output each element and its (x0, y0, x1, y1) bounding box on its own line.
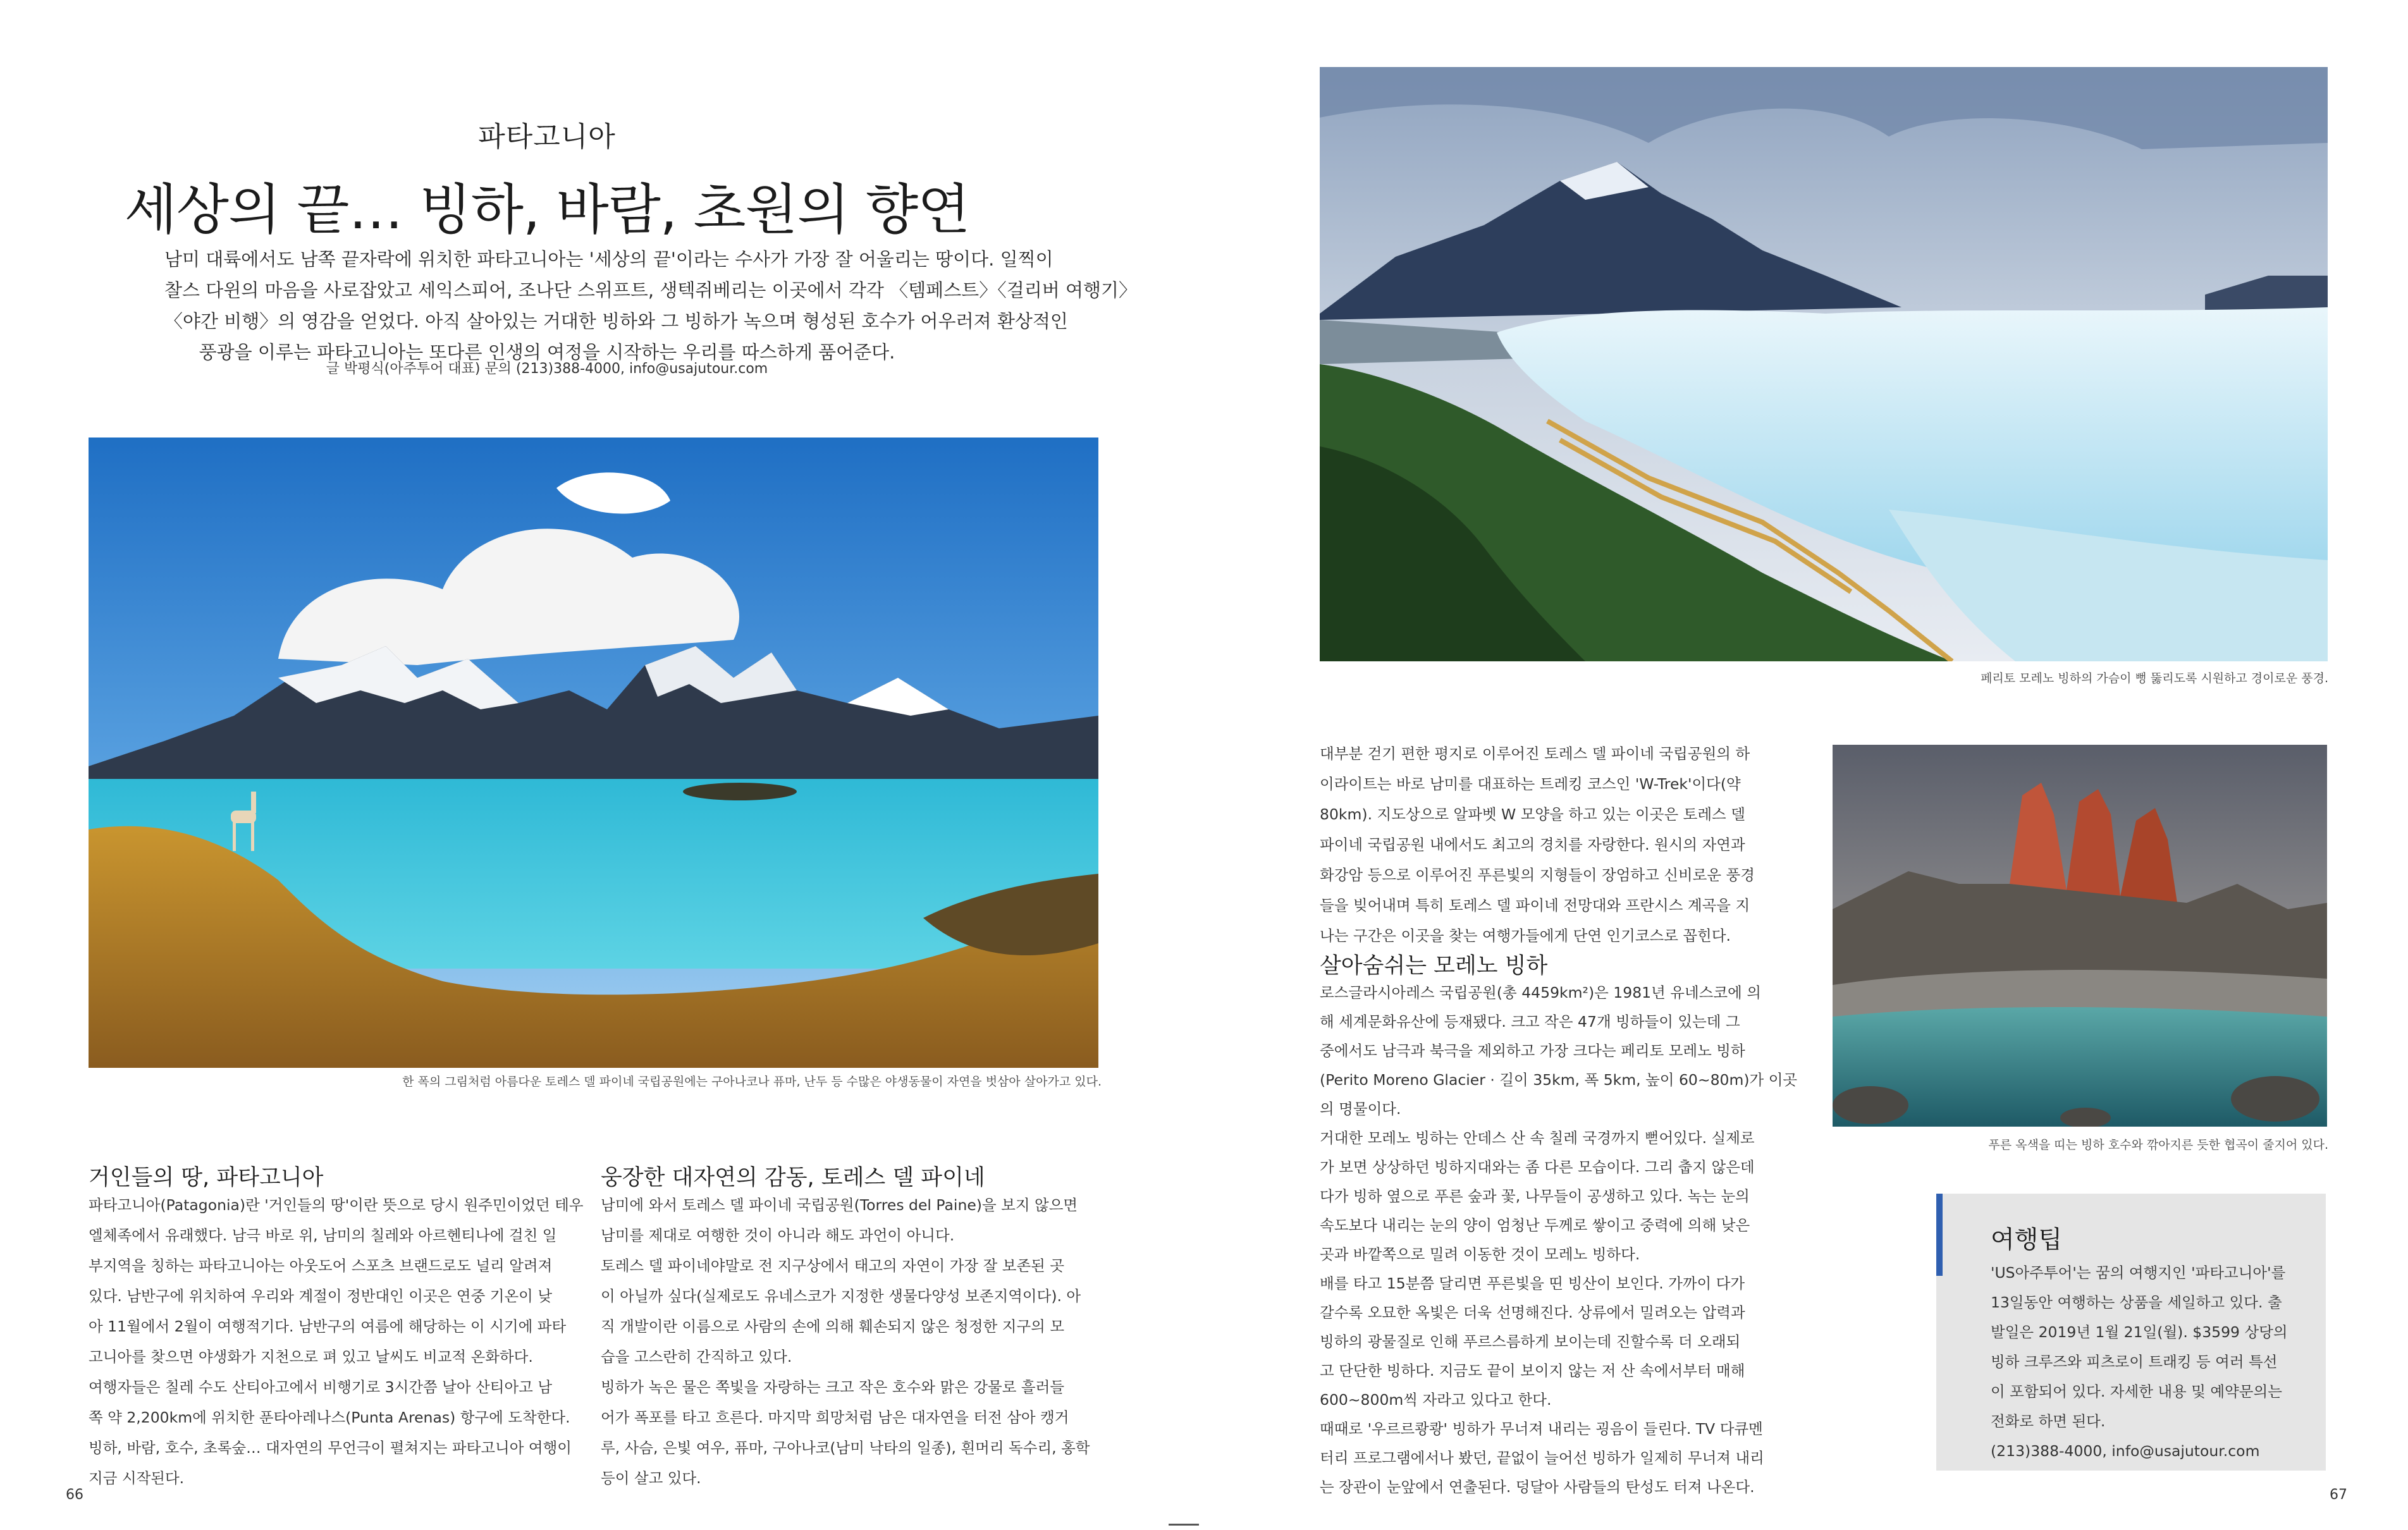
body-line: 빙하가 녹은 물은 쪽빛을 자랑하는 크고 작은 호수와 맑은 강물로 흘러들 (601, 1378, 1065, 1396)
body-line: 루, 사슴, 은빛 여우, 퓨마, 구아나코(남미 낙타의 일종), 흰머리 독수리, 홍학 (601, 1439, 1090, 1457)
lede-line: 남미 대륙에서도 남쪽 끝자락에 위치한 파타고니아는 '세상의 끝'이라는 수사가 가장 잘 어울리는 땅이다. 일찍이 (164, 248, 1054, 270)
body-line: (Perito Moreno Glacier · 길이 35km, 폭 5km, 높이 60~80m)가 이곳 (1320, 1071, 1798, 1089)
body-line: 는 장관이 눈앞에서 연출된다. 덩달아 사람들의 탄성도 터져 나온다. (1320, 1478, 1755, 1496)
gutter-mark (1169, 1524, 1199, 1526)
article-headline: 세상의 끝… 빙하, 바람, 초원의 향연 (124, 178, 970, 242)
body-line: 곳과 바깥쪽으로 밀려 이동한 것이 모레노 빙하다. (1320, 1245, 1640, 1263)
body-line: 대부분 걷기 편한 평지로 이루어진 토레스 델 파이네 국립공원의 하 (1320, 745, 1750, 762)
body-line: 이라이트는 바로 남미를 대표하는 트레킹 코스인 'W-Trek'이다(약 (1320, 775, 1741, 793)
body-line: 토레스 델 파이네야말로 전 지구상에서 태고의 자연이 가장 잘 보존된 곳 (601, 1257, 1065, 1275)
body-line: 의 명물이다. (1320, 1100, 1401, 1118)
travel-tip-body (1991, 1258, 2288, 1466)
body-line: 터리 프로그램에서나 봤던, 끝없이 늘어선 빙하가 일제히 무너져 내리 (1320, 1449, 1764, 1467)
body-line: 고니아를 찾으면 야생화가 지천으로 펴 있고 날씨도 비교적 온화하다. (89, 1348, 533, 1366)
body-line: 직 개발이란 이름으로 사람의 손에 의해 훼손되지 않은 청정한 지구의 모 (601, 1318, 1065, 1335)
body-line: 빙하, 바람, 호수, 초록숲… 대자연의 무언극이 펼쳐지는 파타고니아 여행이 (89, 1439, 572, 1457)
glacier-photo-caption: 페리토 모레노 빙하의 가슴이 뻥 뚫리도록 시원하고 경이로운 풍경. (1981, 671, 2328, 685)
body-line: 남미에 와서 토레스 델 파이네 국립공원(Torres del Paine)을 보지 않으면 (601, 1196, 1078, 1214)
body-line: 부지역을 칭하는 파타고니아는 아웃도어 스포츠 브랜드로도 널리 알려져 (89, 1257, 553, 1275)
tip-line: (213)388-4000, info@usajutour.com (1991, 1442, 2260, 1460)
page-number-left: 66 (66, 1487, 83, 1503)
body-line: 다가 빙하 옆으로 푸른 숲과 꽃, 나무들이 공생하고 있다. 녹는 눈의 (1320, 1187, 1750, 1205)
body-line: 이 아닐까 싶다(실제로도 유네스코가 지정한 생물다양성 보존지역이다). 아 (601, 1287, 1081, 1305)
section-body-moreno (1320, 978, 1813, 1502)
byline: 글 박평식(아주투어 대표) 문의 (213)388-4000, info@usajutour.com (326, 361, 768, 377)
body-line: 여행자들은 칠레 수도 산티아고에서 비행기로 3시간쯤 날아 산티아고 남 (89, 1378, 553, 1396)
body-line: 남미를 제대로 여행한 것이 아니라 해도 과언이 아니다. (601, 1227, 955, 1244)
body-line: 나는 구간은 이곳을 찾는 여행가들에게 단연 인기코스로 꼽힌다. (1320, 927, 1731, 945)
body-line: 빙하의 광물질로 인해 푸르스름하게 보이는데 진할수록 더 오래되 (1320, 1333, 1741, 1350)
body-line: 어가 폭포를 타고 흐른다. 마지막 희망처럼 남은 대자연을 터전 삼아 캥거 (601, 1409, 1069, 1426)
lede-line: 〈야간 비행〉의 영감을 얻었다. 아직 살아있는 거대한 빙하와 그 빙하가 녹으며 형성된 호수가 어우러져 환상적인 (164, 310, 1068, 332)
article-kicker: 파타고니아 (478, 121, 616, 153)
lede-line: 풍광을 이루는 파타고니아는 또다른 인생의 여정을 시작하는 우리를 따스하게 품어준다. (199, 341, 895, 363)
torres-del-paine-lake-photo (89, 438, 1098, 1068)
body-line: 배를 타고 15분쯤 달리면 푸른빛을 띤 빙산이 보인다. 가까이 다가 (1320, 1275, 1745, 1292)
section-body-torres (601, 1190, 1094, 1493)
body-line: 파이네 국립공원 내에서도 최고의 경치를 자랑한다. 원시의 자연과 (1320, 836, 1745, 854)
body-line: 들을 빚어내며 특히 토레스 델 파이네 전망대와 프란시스 계곡을 지 (1320, 897, 1750, 914)
body-line: 등이 살고 있다. (601, 1469, 701, 1487)
page-number-right: 67 (2330, 1487, 2347, 1503)
body-line: 600~800m씩 자라고 있다고 한다. (1320, 1391, 1552, 1409)
body-line: 갈수록 오묘한 옥빛은 더욱 선명해진다. 상류에서 밀려오는 압력과 (1320, 1304, 1745, 1321)
left-photo-caption: 한 폭의 그림처럼 아름다운 토레스 델 파이네 국립공원에는 구아나코나 퓨마, 난두 등 수많은 야생동물이 자연을 벗삼아 살아가고 있다. (402, 1075, 1102, 1089)
section-title-moreno: 살아숨쉬는 모레노 빙하 (1320, 953, 1548, 979)
body-line: 쪽 약 2,200km에 위치한 푼타아레나스(Punta Arenas) 항구에 도착한다. (89, 1409, 570, 1426)
body-line: 아 11월에서 2월이 여행적기다. 남반구의 여름에 해당하는 이 시기에 파타 (89, 1318, 567, 1335)
body-line: 지금 시작된다. (89, 1469, 185, 1487)
towers-photo-caption: 푸른 옥색을 띠는 빙하 호수와 깎아지른 듯한 협곡이 줄지어 있다. (1988, 1138, 2328, 1152)
body-line: 고 단단한 빙하다. 지금도 끝이 보이지 않는 저 산 속에서부터 매해 (1320, 1362, 1745, 1380)
body-line: 해 세계문화유산에 등재됐다. 크고 작은 47개 빙하들이 있는데 그 (1320, 1013, 1740, 1031)
tip-line: 이 포함되어 있다. 자세한 내용 및 예약문의는 (1991, 1383, 2282, 1400)
travel-tip-accent-bar (1936, 1194, 1943, 1276)
section-body-wtrek (1320, 738, 1813, 951)
torres-towers-lake-photo (1833, 745, 2327, 1127)
tip-line: 전화로 하면 된다. (1991, 1412, 2106, 1430)
body-line: 중에서도 남극과 북극을 제외하고 가장 크다는 페리토 모레노 빙하 (1320, 1042, 1745, 1060)
section-body-giants (89, 1190, 584, 1493)
tip-line: 발일은 2019년 1월 21일(월). $3599 상당의 (1991, 1323, 2288, 1341)
travel-tip-title: 여행팁 (1991, 1226, 2063, 1254)
section-title-torres: 웅장한 대자연의 감동, 토레스 델 파이네 (601, 1165, 985, 1190)
article-lede (164, 244, 1137, 368)
tip-line: 13일동안 여행하는 상품을 세일하고 있다. 출 (1991, 1294, 2282, 1311)
body-line: 80km). 지도상으로 알파벳 W 모양을 하고 있는 이곳은 토레스 델 (1320, 805, 1745, 823)
body-line: 있다. 남반구에 위치하여 우리와 계절이 정반대인 이곳은 연중 기온이 낮 (89, 1287, 553, 1305)
body-line: 파타고니아(Patagonia)란 '거인들의 땅'이란 뜻으로 당시 원주민이었던 테우 (89, 1196, 584, 1214)
body-line: 때때로 '우르르쾅쾅' 빙하가 무너져 내리는 굉음이 들린다. TV 다큐멘 (1320, 1420, 1763, 1438)
lede-line: 찰스 다윈의 마음을 사로잡았고 세익스피어, 조나단 스위프트, 생텍쥐베리는 이곳에서 각각 〈템페스트〉〈걸리버 여행기〉 (164, 279, 1137, 301)
body-line: 습을 고스란히 간직하고 있다. (601, 1348, 792, 1366)
section-title-giants: 거인들의 땅, 파타고니아 (89, 1165, 324, 1190)
tip-line: 빙하 크루즈와 피츠로이 트래킹 등 여러 특선 (1991, 1353, 2278, 1371)
body-line: 가 보면 상상하던 빙하지대와는 좀 다른 모습이다. 그리 춥지 않은데 (1320, 1158, 1755, 1176)
body-line: 화강암 등으로 이루어진 푸른빛의 지형들이 장엄하고 신비로운 풍경 (1320, 866, 1755, 884)
perito-moreno-glacier-photo (1320, 67, 2328, 661)
body-line: 거대한 모레노 빙하는 안데스 산 속 칠레 국경까지 뻗어있다. 실제로 (1320, 1129, 1755, 1147)
body-line: 로스글라시아레스 국립공원(총 4459km²)은 1981년 유네스코에 의 (1320, 984, 1761, 1001)
tip-line: 'US아주투어'는 꿈의 여행지인 '파타고니아'를 (1991, 1264, 2286, 1282)
body-line: 속도보다 내리는 눈의 양이 엄청난 두께로 쌓이고 중력에 의해 낮은 (1320, 1216, 1750, 1234)
body-line: 엘체족에서 유래했다. 남극 바로 위, 남미의 칠레와 아르헨티나에 걸친 일 (89, 1227, 557, 1244)
